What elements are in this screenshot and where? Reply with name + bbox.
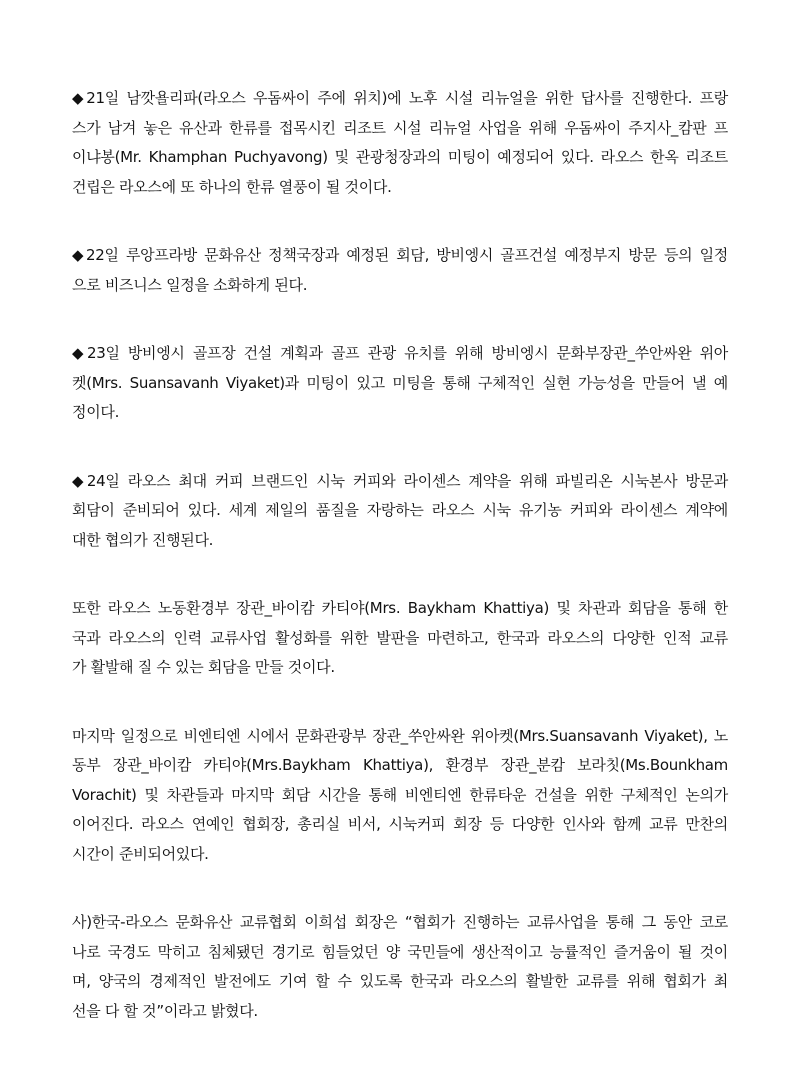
text-line: ◆24일 라오스 최대 커피 브랜드인 시눅 커피와 라이센스 계약을 위해 파빌리온 시눅본사 방문과 [72, 471, 728, 490]
text-line: 스가 남겨 놓은 유산과 한류를 접목시킨 리조트 시설 리뉴얼 사업을 위해 우돔싸이 주지사_캄판 프 [72, 118, 728, 137]
text-line: ◆23일 방비엥시 골프장 건설 계획과 골프 관광 유치를 위해 방비엥시 문화부장관_쑤안싸완 위아 [72, 344, 728, 362]
text-line: 건립은 라오스에 또 하나의 한류 열풍이 될 것이다. [72, 177, 392, 196]
text-line: 국과 라오스의 인력 교류사업 활성화를 위한 발판을 마련하고, 한국과 라오스의 다양한 인적 교류 [72, 628, 728, 647]
text-line: 동부 장관_바이캄 카티야(Mrs.Baykham Khattiya), 환경부 장관_분캄 보라칫(Ms.Bounkham [72, 756, 728, 774]
paragraph-day22 [72, 241, 728, 300]
text-line: 사)한국-라오스 문화유산 교류협회 이희섭 회장은 “협회가 진행하는 교류사업을 통해 그 동안 코로 [72, 913, 728, 931]
text-line: 나로 국경도 막히고 침체됐던 경기로 힘들었던 양 국민들에 생산적이고 능률적인 즐거움이 될 것이 [72, 942, 728, 961]
text-line: 시간이 준비되어있다. [72, 844, 209, 863]
paragraph-day23 [72, 339, 728, 428]
text-line: ◆21일 남깟욜리파(라오스 우돔싸이 주에 위치)에 노후 시설 리뉴얼을 위한 답사를 진행한다. 프랑 [72, 89, 728, 107]
text-line: 대한 협의가 진행된다. [72, 530, 214, 549]
text-line: 며, 양국의 경제적인 발전에도 기여 할 수 있도록 한국과 라오스의 활발한 교류를 위해 협회가 최 [72, 972, 728, 990]
text-line: Vorachit) 및 차관들과 마지막 회담 시간을 통해 비엔티엔 한류타운 건설을 위한 구체적인 논의가 [72, 785, 728, 804]
paragraph-final-schedule [72, 722, 728, 870]
text-line: 이어진다. 라오스 연예인 협회장, 총리실 비서, 시눅커피 회장 등 다양한 인사와 함께 교류 만찬의 [72, 815, 728, 833]
text-line: 가 활발해 질 수 있는 회담을 만들 것이다. [72, 658, 335, 676]
text-line: 또한 라오스 노동환경부 장관_바이캄 카티야(Mrs. Baykham Khattiya) 및 차관과 회담을 통해 한 [72, 599, 728, 617]
text-line: 마지막 일정으로 비엔티엔 시에서 문화관광부 장관_쑤안싸완 위아켓(Mrs.Suansavanh Viyaket), 노 [72, 726, 728, 745]
text-line: 으로 비즈니스 일정을 소화하게 된다. [72, 275, 308, 294]
text-line: ◆22일 루앙프라방 문화유산 정책국장과 예정된 회담, 방비엥시 골프건설 예정부지 방문 등의 일정 [72, 246, 728, 264]
text-line: 정이다. [72, 403, 120, 421]
paragraph-day24 [72, 467, 728, 556]
paragraph-day21 [72, 84, 728, 202]
document-body [72, 84, 728, 1065]
paragraph-chairman-quote [72, 908, 728, 1026]
text-line: 회담이 준비되어 있다. 세계 제일의 품질을 자랑하는 라오스 시눅 유기농 커피와 라이센스 계약에 [72, 501, 728, 519]
paragraph-labor-ministry [72, 594, 728, 683]
text-line: 이냐봉(Mr. Khamphan Puchyavong) 및 관광청장과의 미팅이 예정되어 있다. 라오스 한옥 리조트 [72, 148, 728, 166]
text-line: 선을 다 할 것”이라고 밝혔다. [72, 1001, 258, 1020]
text-line: 켓(Mrs. Suansavanh Viyaket)과 미팅이 있고 미팅을 통해 구체적인 실현 가능성을 만들어 낼 예 [72, 373, 728, 392]
